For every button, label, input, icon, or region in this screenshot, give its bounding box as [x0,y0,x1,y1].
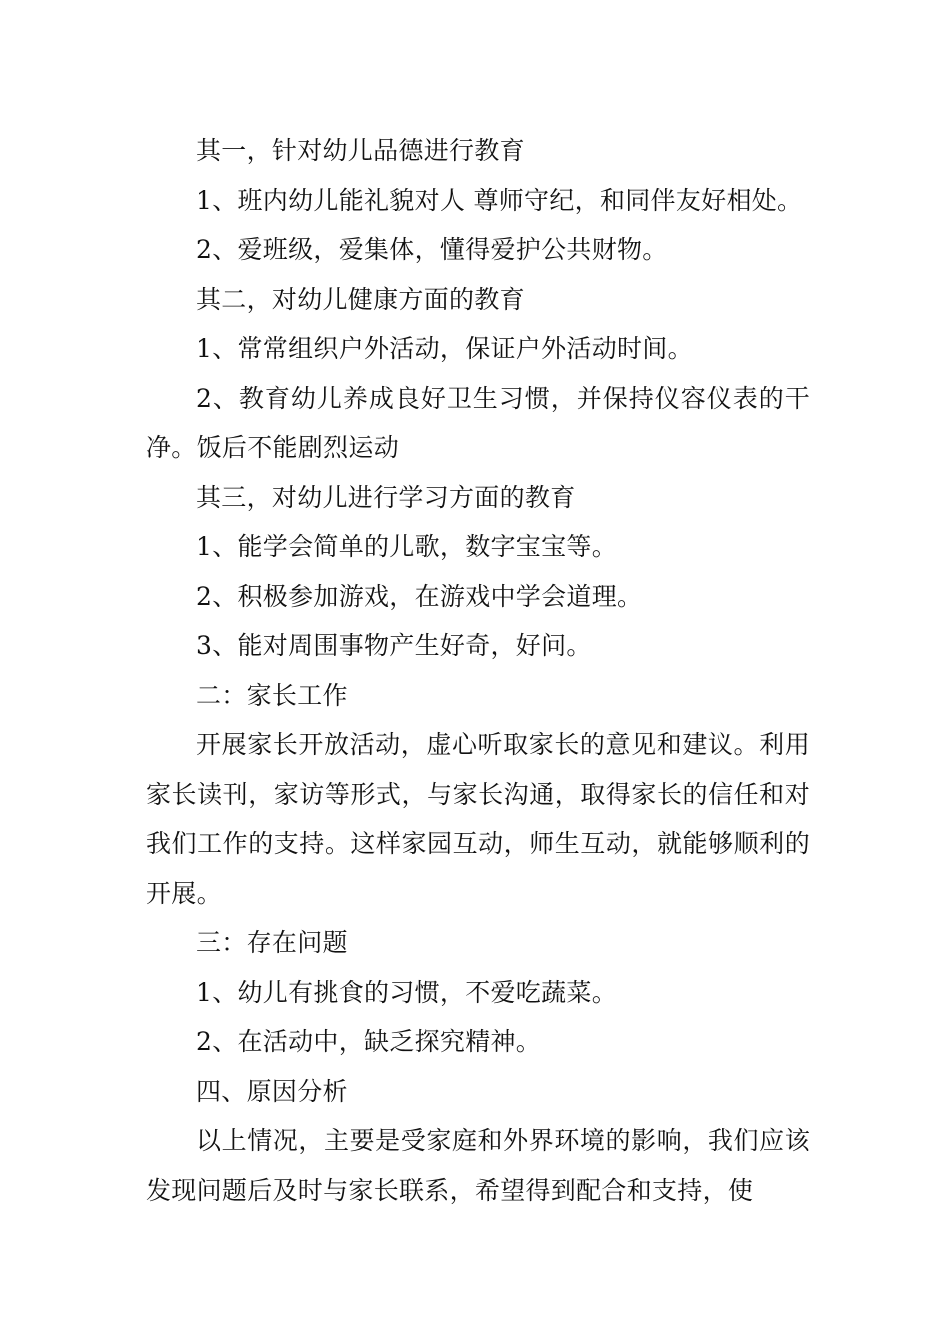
list-item: 2、在活动中，缺乏探究精神。 [196,1027,542,1056]
list-item: 1、幼儿有挑食的习惯，不爱吃蔬菜。 [196,977,618,1007]
list-item: 2、积极参加游戏，在游戏中学会道理。 [196,581,643,611]
section-heading-existing-problems: 三：存在问题 [196,928,348,957]
list-item: 1、能学会简单的儿歌，数字宝宝等。 [196,532,618,561]
list-item: 1、常常组织户外活动，保证户外活动时间。 [196,334,693,363]
section-heading-cause-analysis: 四、原因分析 [196,1076,348,1106]
body-paragraph-cause-analysis: 以上情况，主要是受家庭和外界环境的影响，我们应该发现问题后及时与家长联系，希望得到配合和支持，使 [146,1126,810,1205]
list-item: 2、教育幼儿养成良好卫生习惯，并保持仪容仪表的干净。饭后不能剧烈运动 [146,383,810,462]
section-heading-parent-work: 二：家长工作 [196,680,348,710]
list-item: 3、能对周围事物产生好奇，好问。 [196,631,592,660]
section-heading-learning-education: 其三，对幼儿进行学习方面的教育 [196,482,576,512]
section-heading-health-education: 其二，对幼儿健康方面的教育 [196,284,525,314]
section-heading-moral-education: 其一，针对幼儿品德进行教育 [196,136,525,165]
list-item: 1、班内幼儿能礼貌对人 尊师守纪，和同伴友好相处。 [196,185,803,215]
list-item: 2、爱班级，爱集体，懂得爱护公共财物。 [196,235,668,264]
document-body [146,126,810,1215]
body-paragraph-parent-work: 开展家长开放活动，虚心听取家长的意见和建议。利用家长读刊，家访等形式，与家长沟通，取得家长的信任和对我们工作的支持。这样家园互动，师生互动，就能够顺利的开展。 [146,730,810,908]
